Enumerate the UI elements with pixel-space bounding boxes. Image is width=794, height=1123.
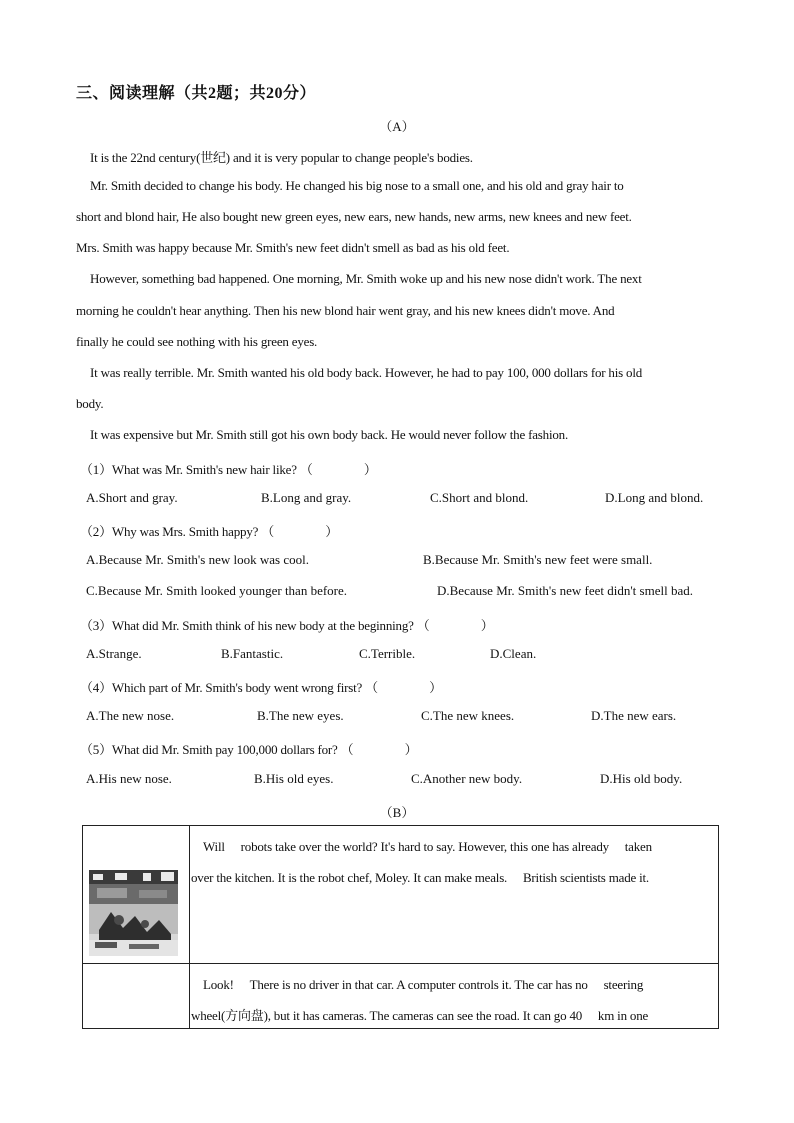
passage-line: finally he could see nothing with his green eyes. bbox=[76, 334, 318, 349]
q5-option-c[interactable]: C.Another new body. bbox=[411, 771, 523, 786]
q3-option-a[interactable]: A.Strange. bbox=[86, 646, 142, 661]
q3-option-d[interactable]: D.Clean. bbox=[490, 646, 537, 661]
passage-b-table bbox=[82, 825, 719, 1029]
q1-option-a[interactable]: A.Short and gray. bbox=[86, 490, 178, 505]
passage-b-row2-line: wheel(方向盘), but it has cameras. The cameras can see the road. It can go 40 km in one bbox=[191, 1008, 649, 1023]
robot-chef-image-icon bbox=[89, 870, 178, 956]
question-1: （1）What was Mr. Smith's new hair like? （ ） bbox=[80, 462, 377, 477]
q1-option-b[interactable]: B.Long and gray. bbox=[261, 490, 352, 505]
q3-option-b[interactable]: B.Fantastic. bbox=[221, 646, 284, 661]
passage-b-row1-line: over the kitchen. It is the robot chef, Moley. It can make meals. British scientists made it. bbox=[191, 870, 649, 885]
robot-chef-photo bbox=[89, 870, 178, 956]
section-heading: 三、阅读理解（共2题；共20分） bbox=[76, 85, 317, 102]
passage-line: body. bbox=[76, 396, 104, 411]
q4-option-d[interactable]: D.The new ears. bbox=[591, 708, 677, 723]
passage-line: morning he couldn't hear anything. Then his new blond hair went gray, and his new knees didn't move. And bbox=[76, 303, 615, 318]
question-2: （2）Why was Mrs. Smith happy? （ ） bbox=[80, 524, 339, 539]
q5-option-d[interactable]: D.His old body. bbox=[600, 771, 683, 786]
q4-option-a[interactable]: A.The new nose. bbox=[86, 708, 175, 723]
question-4: （4）Which part of Mr. Smith's body went wrong first? （ ） bbox=[80, 680, 442, 695]
passage-b-row2-line: Look! There is no driver in that car. A computer controls it. The car has no steering bbox=[203, 977, 644, 992]
part-b-label: （B） bbox=[379, 805, 415, 820]
q2-option-b[interactable]: B.Because Mr. Smith's new feet were small. bbox=[423, 552, 653, 567]
q2-option-d[interactable]: D.Because Mr. Smith's new feet didn't smell bad. bbox=[437, 583, 693, 598]
passage-line: Mr. Smith decided to change his body. He changed his big nose to a small one, and his old and gray hair to bbox=[90, 178, 624, 193]
q1-option-d[interactable]: D.Long and blond. bbox=[605, 490, 704, 505]
passage-b-row1-line: Will robots take over the world? It's hard to say. However, this one has already taken bbox=[203, 839, 652, 854]
q2-option-a[interactable]: A.Because Mr. Smith's new look was cool. bbox=[86, 552, 309, 567]
passage-line: However, something bad happened. One morning, Mr. Smith woke up and his new nose didn't work. The next bbox=[90, 271, 642, 286]
q4-option-b[interactable]: B.The new eyes. bbox=[257, 708, 344, 723]
q2-option-c[interactable]: C.Because Mr. Smith looked younger than before. bbox=[86, 583, 348, 598]
q3-option-c[interactable]: C.Terrible. bbox=[359, 646, 416, 661]
passage-line: It was really terrible. Mr. Smith wanted his old body back. However, he had to pay 100, 000 dollars for his old bbox=[90, 365, 643, 380]
q5-option-a[interactable]: A.His new nose. bbox=[86, 771, 172, 786]
part-a-label: （A） bbox=[379, 119, 415, 134]
passage-line: short and blond hair, He also bought new green eyes, new ears, new hands, new arms, new knees and new feet. bbox=[76, 209, 632, 224]
passage-line: It was expensive but Mr. Smith still got his own body back. He would never follow the fashion. bbox=[90, 427, 569, 442]
passage-line: Mrs. Smith was happy because Mr. Smith's new feet didn't smell as bad as his old feet. bbox=[76, 240, 510, 255]
question-5: （5）What did Mr. Smith pay 100,000 dollars for? （ ） bbox=[80, 742, 418, 757]
table-divider bbox=[189, 826, 190, 1028]
q4-option-c[interactable]: C.The new knees. bbox=[421, 708, 515, 723]
question-3: （3）What did Mr. Smith think of his new body at the beginning? （ ） bbox=[80, 618, 494, 633]
q5-option-b[interactable]: B.His old eyes. bbox=[254, 771, 334, 786]
passage-line: It is the 22nd century(世纪) and it is very popular to change people's bodies. bbox=[90, 150, 473, 165]
q1-option-c[interactable]: C.Short and blond. bbox=[430, 490, 529, 505]
table-divider bbox=[83, 963, 718, 964]
